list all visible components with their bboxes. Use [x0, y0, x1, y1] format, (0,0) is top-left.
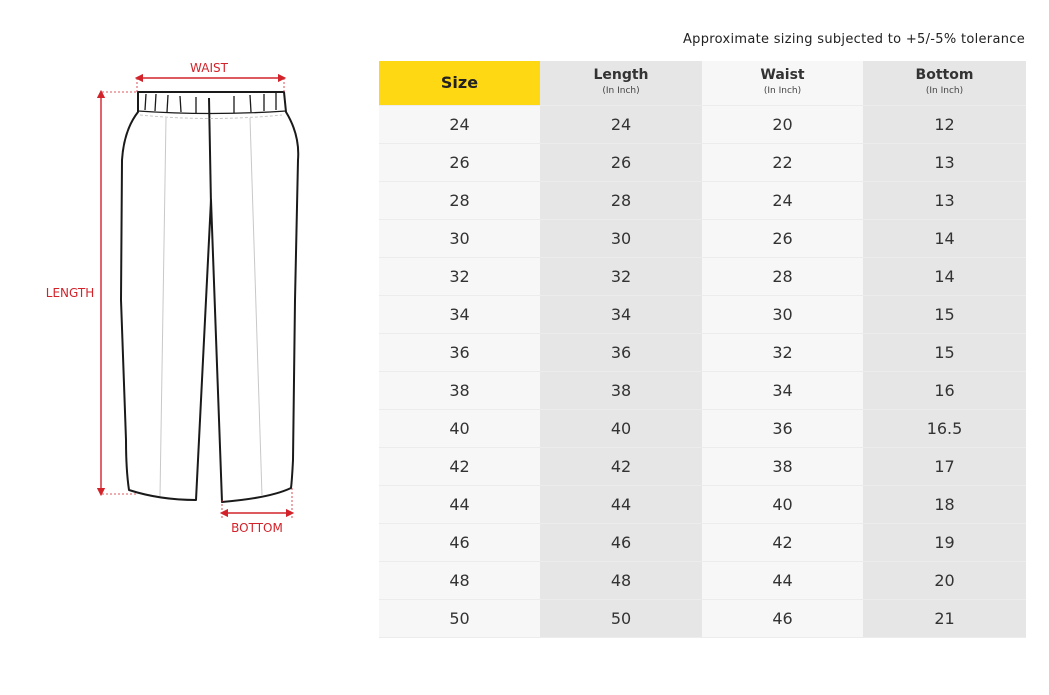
cell-length: 26 [540, 144, 702, 182]
cell-bottom: 16.5 [863, 410, 1026, 448]
header-unit: (In Inch) [602, 86, 640, 96]
cell-length: 46 [540, 524, 702, 562]
cell-size: 34 [379, 296, 540, 334]
cell-length: 36 [540, 334, 702, 372]
cell-size: 42 [379, 448, 540, 486]
cell-bottom: 15 [863, 296, 1026, 334]
cell-waist: 22 [702, 144, 863, 182]
cell-waist: 38 [702, 448, 863, 486]
cell-size: 24 [379, 106, 540, 144]
cell-size: 40 [379, 410, 540, 448]
cell-waist: 34 [702, 372, 863, 410]
header-label: Length [593, 67, 649, 83]
length-label: LENGTH [45, 286, 95, 300]
cell-bottom: 19 [863, 524, 1026, 562]
bottom-label: BOTTOM [231, 521, 283, 535]
cell-waist: 20 [702, 106, 863, 144]
table-row [379, 258, 1026, 296]
table-row [379, 220, 1026, 258]
header-unit: (In Inch) [925, 86, 964, 96]
cell-waist: 36 [702, 410, 863, 448]
cell-length: 34 [540, 296, 702, 334]
cell-size: 30 [379, 220, 540, 258]
cell-bottom: 13 [863, 144, 1026, 182]
table-row [379, 524, 1026, 562]
cell-bottom: 20 [863, 562, 1026, 600]
cell-waist: 44 [702, 562, 863, 600]
header-waist [702, 61, 863, 106]
header-bottom [863, 61, 1026, 106]
cell-size: 36 [379, 334, 540, 372]
table-row [379, 182, 1026, 220]
cell-waist: 40 [702, 486, 863, 524]
table-row [379, 372, 1026, 410]
cell-bottom: 13 [863, 182, 1026, 220]
cell-size: 48 [379, 562, 540, 600]
cell-size: 28 [379, 182, 540, 220]
table-header-row [379, 61, 1026, 106]
cell-size: 50 [379, 600, 540, 638]
header-size [379, 61, 540, 106]
cell-size: 46 [379, 524, 540, 562]
cell-length: 42 [540, 448, 702, 486]
table-row [379, 296, 1026, 334]
table-row [379, 334, 1026, 372]
cell-length: 44 [540, 486, 702, 524]
table-row [379, 144, 1026, 182]
cell-bottom: 17 [863, 448, 1026, 486]
header-label: Waist [760, 67, 805, 83]
header-unit: (In Inch) [763, 86, 802, 96]
cell-bottom: 14 [863, 258, 1026, 296]
cell-length: 50 [540, 600, 702, 638]
tolerance-note: Approximate sizing subjected to +5/-5% tolerance [682, 32, 1025, 47]
table-row [379, 600, 1026, 638]
header-label: Bottom [915, 67, 974, 83]
cell-waist: 42 [702, 524, 863, 562]
cell-length: 40 [540, 410, 702, 448]
cell-bottom: 16 [863, 372, 1026, 410]
cell-bottom: 18 [863, 486, 1026, 524]
cell-size: 44 [379, 486, 540, 524]
cell-waist: 30 [702, 296, 863, 334]
table-row [379, 106, 1026, 144]
cell-length: 30 [540, 220, 702, 258]
cell-bottom: 12 [863, 106, 1026, 144]
cell-size: 26 [379, 144, 540, 182]
cell-waist: 32 [702, 334, 863, 372]
cell-length: 38 [540, 372, 702, 410]
cell-size: 32 [379, 258, 540, 296]
cell-waist: 26 [702, 220, 863, 258]
waist-label: WAIST [190, 61, 228, 75]
cell-bottom: 15 [863, 334, 1026, 372]
table-row [379, 486, 1026, 524]
pants-measurement-diagram [0, 0, 360, 560]
table-row [379, 448, 1026, 486]
size-chart-table [379, 61, 1026, 638]
cell-length: 32 [540, 258, 702, 296]
cell-waist: 28 [702, 258, 863, 296]
cell-waist: 24 [702, 182, 863, 220]
table-row [379, 410, 1026, 448]
table-row [379, 562, 1026, 600]
cell-length: 48 [540, 562, 702, 600]
cell-length: 24 [540, 106, 702, 144]
cell-bottom: 14 [863, 220, 1026, 258]
cell-length: 28 [540, 182, 702, 220]
header-length [540, 61, 702, 106]
header-label: Size [440, 73, 479, 92]
cell-size: 38 [379, 372, 540, 410]
cell-bottom: 21 [863, 600, 1026, 638]
cell-waist: 46 [702, 600, 863, 638]
